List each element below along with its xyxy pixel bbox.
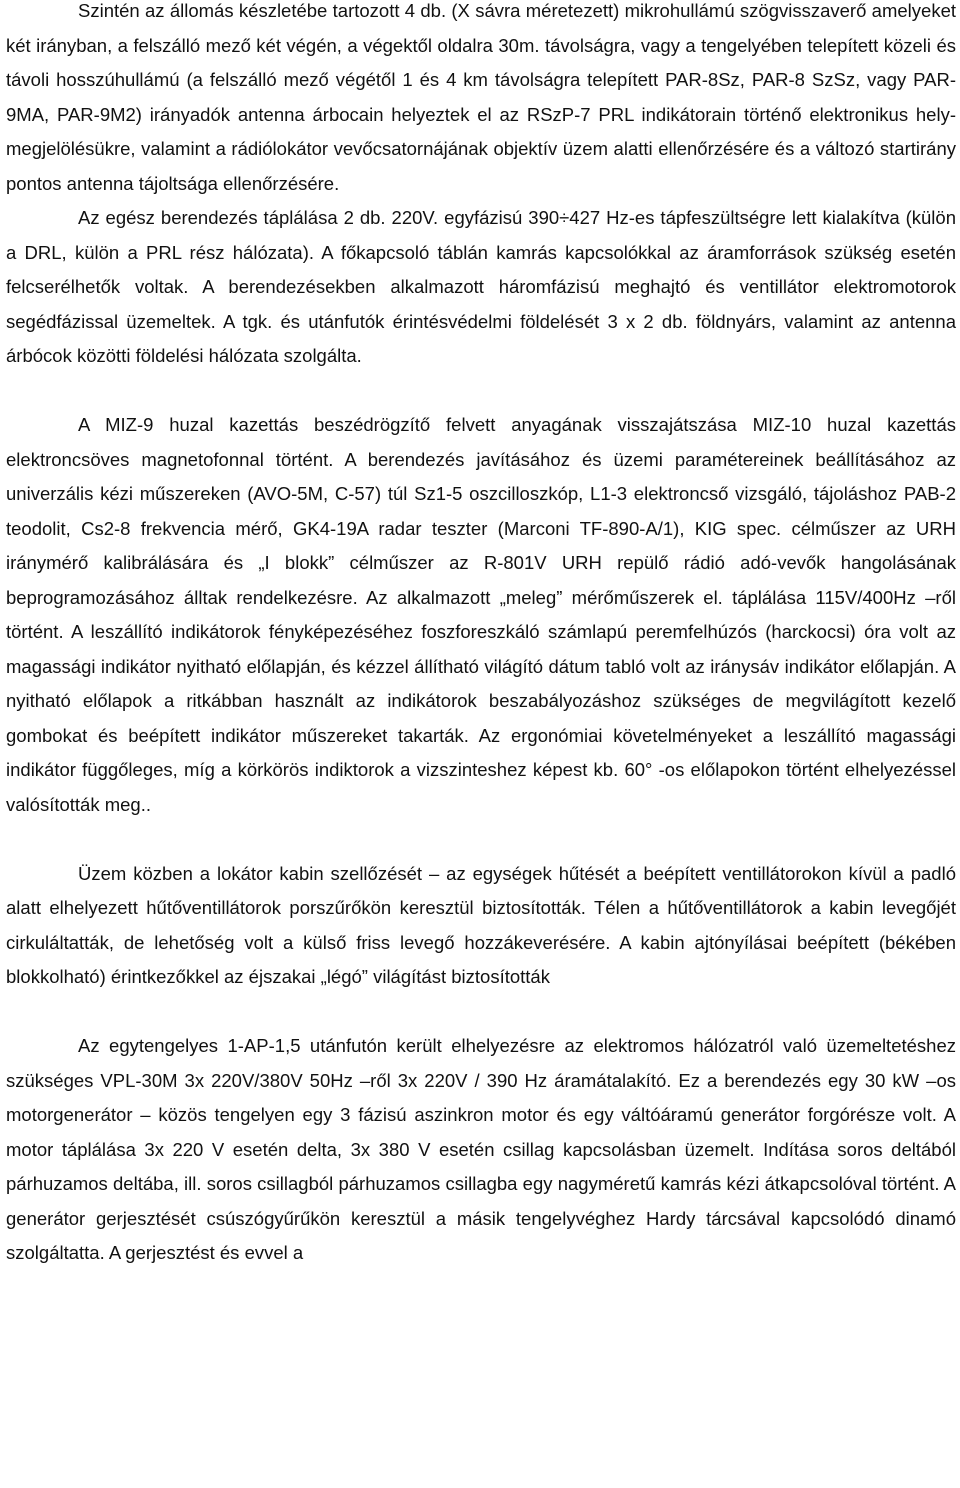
paragraph-spacer: [6, 822, 956, 857]
paragraph-spacer: [6, 374, 956, 409]
paragraph-spacer: [6, 995, 956, 1030]
paragraph-power-converter: Az egytengelyes 1-AP-1,5 utánfutón került elhelyezésre az elektromos hálózatról való üzemeltetéshez szükséges VPL-30M 3x 220V/380V 50Hz –ről 3x 220V / 390 Hz áramátalakító. Ez a berendezés egy 30 kW –os motorgenerátor – közös tengelyen egy 3 fázisú aszinkron motor és egy váltóáramú generátor forgórésze volt. A motor táplálása 3x 220 V esetén delta, 3x 380 V esetén csillag kapcsolásban üzemelt. Indítása soros deltából párhuzamos deltába, ill. soros csillagból párhuzamos csillagba egy nagyméretű kamrás kézi átkapcsolóval történt. A generátor gerjesztését csúszógyűrűkön keresztül a másik tengelyvéghez Hardy tárcsával kapcsolódó dinamó szolgáltatta. A gerjesztést és evvel a: [6, 1035, 956, 1263]
paragraph-power-supply: Az egész berendezés táplálása 2 db. 220V. egyfázisú 390÷427 Hz-es tápfeszültségre lett kialakítva (külön a DRL, külön a PRL rész hálózata). A főkapcsoló táblán kamrás kapcsolókkal az áramforrások szükség esetén felcserélhetők voltak. A berendezésekben alkalmazott háromfázisú meghajtó és ventillátor elektromotorok segédfázissal üzemeltek. A tgk. és utánfutók érintésvédelmi földelését 3 x 2 db. földnyárs, valamint az antenna árbócok közötti földelési hálózata szolgálta.: [6, 207, 956, 366]
document-page: [6, 0, 956, 1271]
paragraph-recorder-instruments: A MIZ-9 huzal kazettás beszédrögzítő felvett anyagának visszajátszása MIZ-10 huzal kazettás elektroncsöves magnetofonnal történt. A berendezés javításához és üzemi paramétereinek beállításához az univerzális kézi műszereken (AVO-5M, C-57) túl Sz1-5 oszcilloszkóp, L1-3 elektroncső vizsgáló, tájoláshoz PAB-2 teodolit, Cs2-8 frekvencia mérő, GK4-19A radar teszter (Marconi TF-890-A/1), KIG spec. célműszer az URH iránymérő kalibrálására és „I blokk” célműszer az R-801V URH repülő rádió adó-vevők hangolásának beprogramozásához álltak rendelkezésre. Az alkalmazott „meleg” mérőműszerek el. táplálása 115V/400Hz –ről történt. A leszállító indikátorok fényképezéséhez foszforeszkáló számlapú peremfelhúzós (harckocsi) óra volt az magassági indikátor nyitható előlapján, és kézzel állítható világító dátum tabló volt az iránysáv indikátor előlapján. A nyitható előlapok a ritkábban használt az indikátorok beszabályozáshoz szükséges de megvilágított kezelő gombokat és beépített indikátor műszereket takarták. Az ergonómiai követelményeket a leszállító magassági indikátor függőleges, míg a körkörös indiktorok a vizszinteshez képest kb. 60° -os előlapokon történt elhelyezéssel valósították meg..: [6, 414, 956, 815]
paragraph-reflector-antennas: Szintén az állomás készletébe tartozott 4 db. (X sávra méretezett) mikrohullámú szögvisszaverő amelyeket két irányban, a felszálló mező két végén, a végektől oldalra 30m. távolságra, vagy a tengelyében telepített közeli és távoli hosszúhullámú (a felszálló mező végétől 1 és 4 km távolságra telepített PAR-8Sz, PAR-8 SzSz, vagy PAR-9MA, PAR-9M2) irányadók antenna árbocain helyeztek el az RSzP-7 PRL indikátorain történő elektronikus hely-megjelölésükre, valamint a rádiólokátor vevőcsatornájának objektív üzem alatti ellenőrzésére és a változó startirány pontos antenna tájoltsága ellenőrzésére.: [6, 0, 956, 194]
paragraph-cabin-ventilation: Üzem közben a lokátor kabin szellőzését – az egységek hűtését a beépített ventillátorokon kívül a padló alatt elhelyezett hűtőventillátorok porszűrőkön keresztül biztosították. Télen a hűtőventillátorok a kabin levegőjét cirkuláltatták, de lehetőség volt a külső friss levegő hozzákeverésére. A kabin ajtónyílásai beépített (békében blokkolható) érintkezőkkel az éjszakai „légó” világítást biztosították: [6, 862, 956, 987]
